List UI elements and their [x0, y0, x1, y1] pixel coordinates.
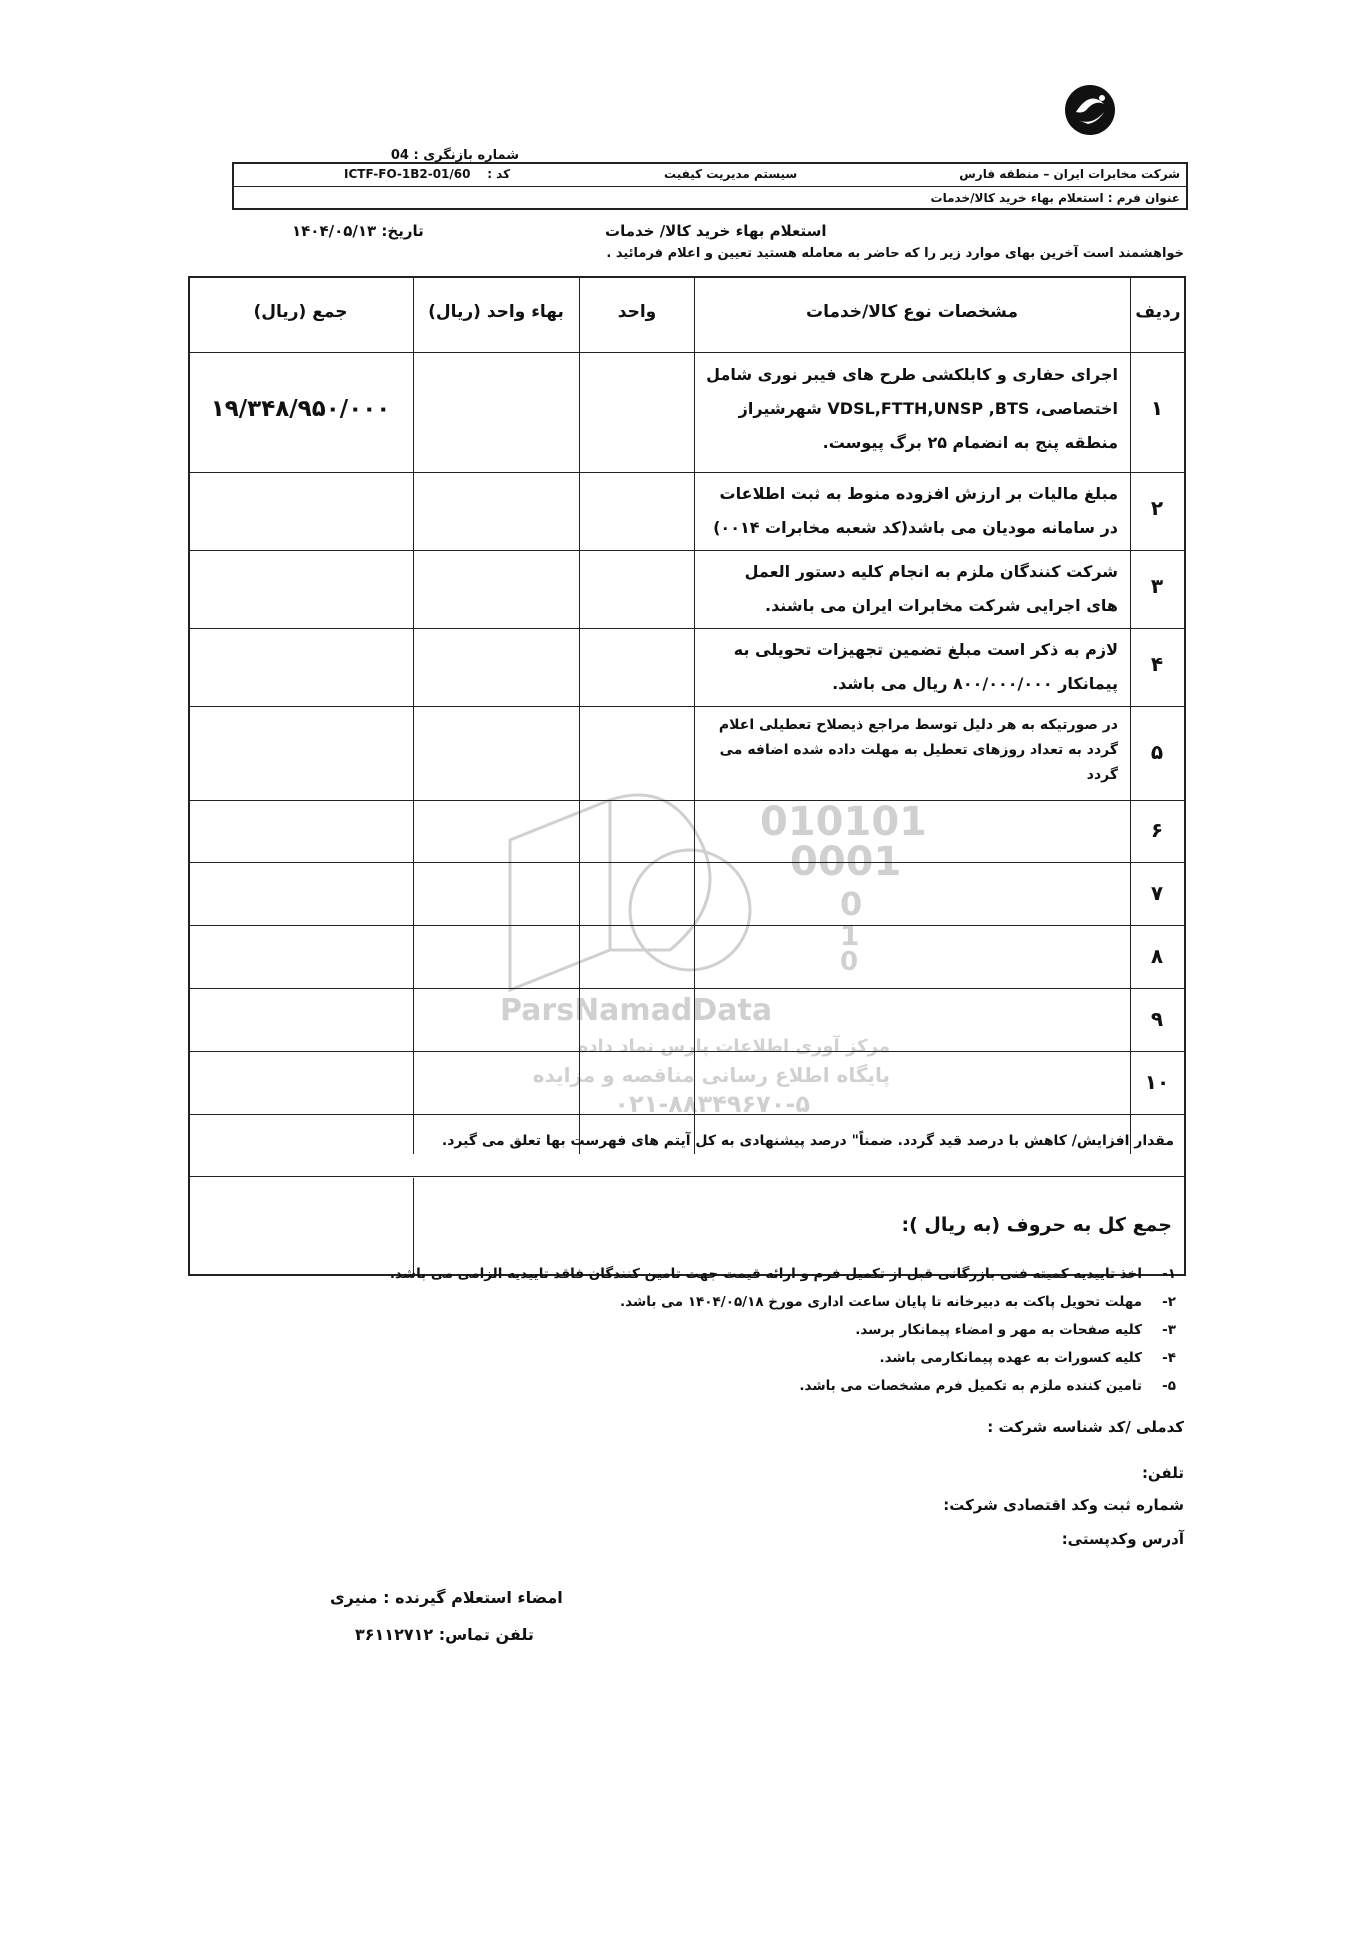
quality-system: سیستم مدیریت کیفیت: [664, 167, 798, 181]
company-name: شرکت مخابرات ایران – منطقه فارس: [959, 167, 1180, 181]
document-date: تاریخ: ۱۴۰۴/۰۵/۱۳: [292, 222, 424, 240]
registration-field: شماره ثبت وکد اقتصادی شرکت:: [943, 1496, 1184, 1514]
row-number: ۹: [1150, 1007, 1164, 1031]
conditions-list: [276, 1260, 1176, 1400]
condition-number: ۵-: [1162, 1378, 1176, 1394]
form-code: [344, 167, 510, 181]
condition-item: [276, 1288, 1176, 1316]
condition-item: [276, 1260, 1176, 1288]
description-line: شرکت کنندگان ملزم به انجام کلیه دستور العمل: [744, 562, 1118, 581]
document-title: استعلام بهاء خرید کالا/ خدمات: [605, 222, 827, 240]
row-number: ۳: [1150, 574, 1164, 598]
watermark-phone: ۰۲۱-۸۸۳۴۹۶۷۰-۵: [614, 1090, 810, 1118]
row-number: ۸: [1150, 944, 1164, 968]
row-description: [698, 477, 1118, 545]
change-percentage-note: مقدار افزایش/ کاهش با درصد قید گردد. ضمناً" درصد پیشنهادی به کل آیتم های فهرست بها تعلق می گیرد.: [441, 1133, 1174, 1149]
description-line: گردد: [1086, 767, 1118, 783]
row-divider: [190, 925, 1184, 926]
header-unit: واحد: [617, 302, 657, 322]
description-line: در سامانه مودیان می باشد(کد شعبه مخابرات ۰۰۱۴): [713, 518, 1118, 537]
description-line: پیمانکار ۸۰۰/۰۰۰/۰۰۰ ریال می باشد.: [832, 674, 1118, 693]
row-divider: [190, 628, 1184, 629]
row-number: ۱۰: [1144, 1070, 1170, 1094]
row-divider: [190, 706, 1184, 707]
description-line: منطقه پنج به انضمام ۲۵ برگ پیوست.: [822, 433, 1118, 452]
condition-number: ۱-: [1162, 1266, 1176, 1282]
condition-item: [276, 1344, 1176, 1372]
address-field: آدرس وکدپستی:: [1061, 1530, 1184, 1548]
watermark-line1: مرکز آوری اطلاعات پارس نماد داده: [577, 1036, 890, 1057]
condition-text: اخذ تاییدیه کمیته فنی بازرگانی قبل از تکمیل فرم و ارائه قیمت جهت تامین کنندگان فاقد تاییدیه الزامی می باشد.: [389, 1266, 1142, 1282]
condition-text: مهلت تحویل پاکت به دبیرخانه تا پایان ساعت اداری مورخ ۱۴۰۴/۰۵/۱۸ می باشد.: [620, 1294, 1142, 1310]
company-logo: [1062, 82, 1118, 138]
intro-text: خواهشمند است آخرین بهای موارد زیر را که حاضر به معامله هستید تعیین و اعلام فرمائید .: [606, 246, 1184, 261]
description-line: در صورتیکه به هر دلیل توسط مراجع ذیصلاح تعطیلی اعلام: [718, 717, 1118, 733]
condition-number: ۲-: [1162, 1294, 1176, 1310]
watermark-digits-2: 0001: [790, 839, 902, 885]
description-line: های اجرایی شرکت مخابرات ایران می باشند.: [764, 596, 1118, 615]
price-inquiry-table: [188, 276, 1186, 1276]
row-number: ۵: [1150, 740, 1164, 764]
condition-text: تامین کننده ملزم به تکمیل فرم مشخصات می باشد.: [799, 1378, 1142, 1394]
row-number: ۷: [1150, 881, 1164, 905]
column-divider: [1130, 278, 1131, 1154]
watermark-digits-4: 1: [840, 919, 860, 952]
form-code-label: کد :: [487, 167, 511, 181]
row-description: [688, 713, 1118, 788]
row-description: [698, 555, 1118, 623]
row-divider: [190, 1176, 1184, 1177]
row-number: ۲: [1150, 496, 1164, 520]
phone-field: تلفن:: [1141, 1464, 1184, 1482]
condition-item: [276, 1316, 1176, 1344]
row-description: [698, 358, 1118, 460]
watermark-digits-3: 0: [840, 885, 863, 923]
contact-phone: تلفن تماس: ۳۶۱۱۲۷۱۲: [355, 1625, 534, 1644]
row-divider: [190, 988, 1184, 989]
header-row: [234, 164, 1186, 187]
form-header-box: [232, 162, 1188, 210]
description-line: لازم به ذکر است مبلغ تضمین تجهیزات تحویلی به: [733, 640, 1118, 659]
row-number: ۶: [1150, 818, 1164, 842]
watermark-digits-5: 0: [840, 947, 859, 977]
condition-text: کلیه کسورات به عهده پیمانکارمی باشد.: [879, 1350, 1142, 1366]
watermark-line2: پایگاه اطلاع رسانی مناقصه و مزایده: [532, 1063, 890, 1087]
row-divider: [190, 800, 1184, 801]
signer-name: امضاء استعلام گیرنده : منیری: [330, 1588, 563, 1607]
condition-text: کلیه صفحات به مهر و امضاء پیمانکار برسد.: [855, 1322, 1142, 1338]
column-divider: [413, 278, 414, 1154]
description-line: مبلغ مالیات بر ارزش افزوده منوط به ثبت اطلاعات: [719, 484, 1118, 503]
row-description: [698, 633, 1118, 701]
column-divider: [579, 278, 580, 1154]
row-divider: [190, 550, 1184, 551]
description-line: اجرای حفاری و کابلکشی طرح های فیبر نوری شامل: [706, 365, 1118, 384]
description-line: اختصاصی، VDSL,FTTH,UNSP ,BTS شهرشیراز: [738, 399, 1118, 418]
national-id-field: کدملی /کد شناسه شرکت :: [987, 1418, 1184, 1436]
condition-item: [276, 1372, 1176, 1400]
row-divider: [190, 472, 1184, 473]
form-code-value: ICTF-FO-1B2-01/60: [344, 167, 471, 181]
header-unit-price: بهاء واحد (ریال): [428, 302, 564, 322]
grand-total-label: جمع کل به حروف (به ریال ):: [901, 1214, 1172, 1236]
description-line: گردد به تعداد روزهای تعطیل به مهلت داده شده اضافه می: [719, 742, 1118, 758]
revision-number: شماره بازنگری : 04: [390, 148, 519, 163]
header-description: مشخصات نوع کالا/خدمات: [806, 302, 1018, 322]
row-number: ۱: [1150, 396, 1164, 420]
row-divider: [190, 1051, 1184, 1052]
condition-number: ۳-: [1162, 1322, 1176, 1338]
header-row-number: ردیف: [1135, 302, 1181, 322]
row-divider: [190, 352, 1184, 353]
watermark-brand: ParsNamadData: [500, 993, 773, 1028]
condition-number: ۴-: [1162, 1350, 1176, 1366]
row-divider: [190, 1114, 1184, 1115]
row-divider: [190, 862, 1184, 863]
row-number: ۴: [1150, 652, 1164, 676]
form-title: عنوان فرم : استعلام بهاء خرید کالا/خدمات: [930, 191, 1180, 205]
watermark-digits-1: 010101: [760, 799, 927, 845]
row-total: ۱۹/۳۴۸/۹۵۰/۰۰۰: [210, 396, 391, 422]
header-row: [234, 187, 1186, 210]
header-total: جمع (ریال): [253, 302, 348, 322]
